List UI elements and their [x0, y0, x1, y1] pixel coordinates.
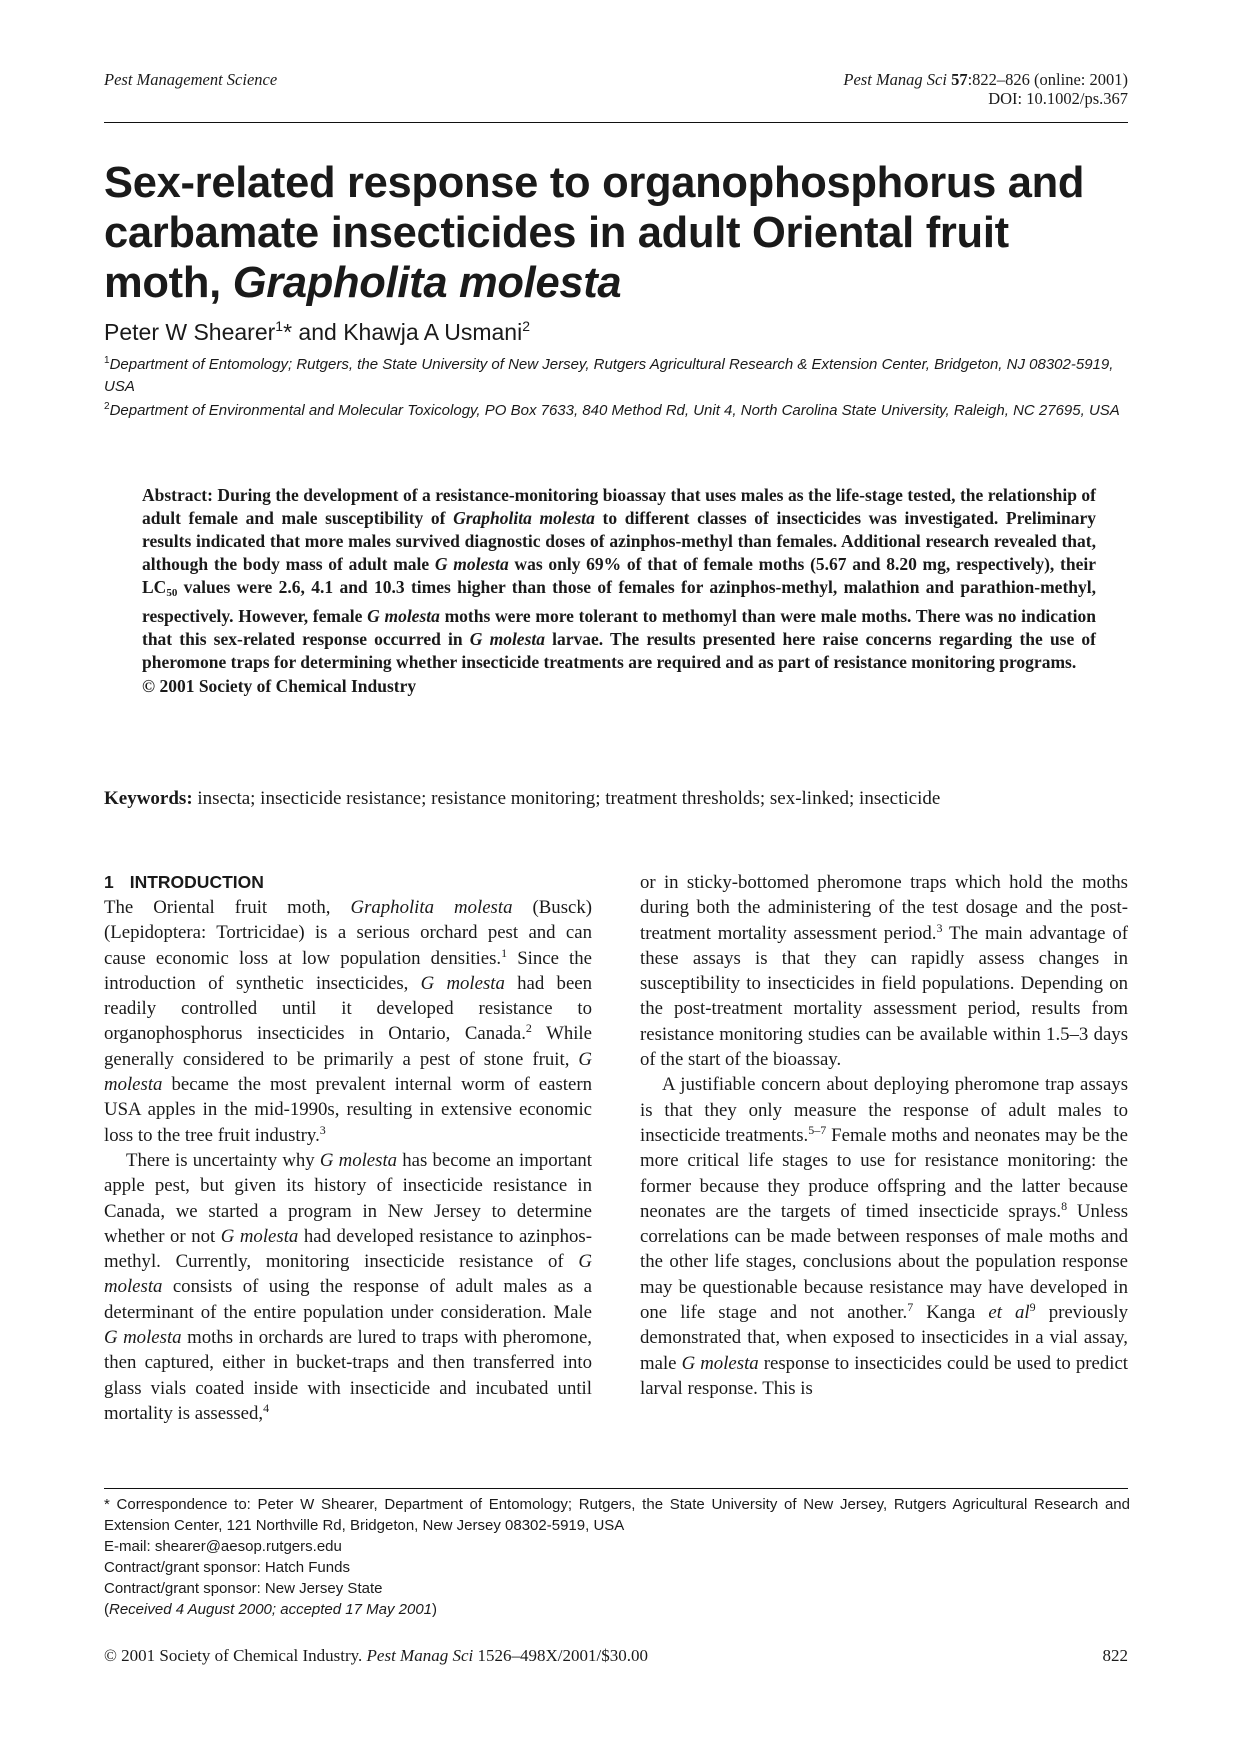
- body-column-left: [104, 870, 592, 1426]
- species-name: G molesta: [420, 972, 505, 994]
- grant-sponsor-1: Contract/grant sponsor: Hatch Funds: [104, 1559, 350, 1576]
- citation-journal: Pest Manag Sci: [843, 70, 947, 89]
- paragraph: [104, 895, 592, 1148]
- abstract-text: was only 69% of that of female moths (5.67 and 8.20 mg, respectively), their LC: [142, 554, 1096, 597]
- species-name: G molesta: [104, 1048, 592, 1096]
- et-al: et al: [988, 1302, 1030, 1324]
- species-name: G molesta: [434, 554, 509, 574]
- species-name: G molesta: [367, 606, 440, 626]
- text-run: had developed resistance to azinphos-methyl. Currently, monitoring insecticide resistance of: [104, 1225, 592, 1273]
- species-name: G molesta: [319, 1149, 398, 1171]
- author-list: [104, 318, 530, 346]
- abstract-copyright: © 2001 Society of Chemical Industry: [142, 676, 417, 696]
- affiliation-2-text: Department of Environmental and Molecular Toxicology, PO Box 7633, 840 Method Rd, Unit 4, North Carolina State University, Raleigh, NC 27695, USA: [109, 402, 1120, 419]
- footer-journal: Pest Manag Sci: [366, 1646, 474, 1665]
- text-run: Kanga: [913, 1302, 989, 1324]
- citation-ref: 3: [936, 920, 943, 935]
- author-1: Peter W Shearer: [104, 319, 276, 345]
- text-run: Since the introduction of synthetic insecticides,: [104, 947, 593, 994]
- citation-ref: 1: [501, 945, 508, 960]
- text-run: Female moths and neonates may be the more critical life stages to use for resistance monitoring: the former because they produce offspring and the latter because neonates are the targets of timed insecticide sprays.: [640, 1124, 1128, 1222]
- text-run: There is uncertainty why: [126, 1149, 320, 1171]
- abstract-text: values were 2.6, 4.1 and 10.3 times higher than those of females for azinphos-methyl, malathion and parathion-methyl, respectively. However, female: [142, 577, 1096, 626]
- paragraph: [640, 870, 1128, 1072]
- page-footer: [104, 1646, 1128, 1666]
- paragraph: [640, 1072, 1128, 1401]
- author-2-affil-mark: 2: [522, 318, 530, 334]
- section-title: INTRODUCTION: [129, 872, 264, 892]
- keywords: [104, 788, 1134, 810]
- doi: DOI: 10.1002/ps.367: [988, 89, 1128, 108]
- correspondence-note: * Correspondence to: Peter W Shearer, Department of Entomology; Rutgers, the State University of New Jersey, Rutgers Agricultural Research and Extension Center, 121 Northville Rd, Bridgeton, New Jersey 08302-5919, USA: [104, 1496, 1130, 1534]
- paren-close: ): [432, 1601, 437, 1618]
- affiliation-2: [104, 396, 1134, 422]
- header-rule: [104, 122, 1128, 123]
- affiliation-1-mark: 1: [104, 355, 110, 366]
- text-run: consists of using the response of adult males as a determinant of the entire population under consideration. Male: [104, 1276, 592, 1323]
- keywords-label: Keywords:: [104, 788, 193, 809]
- species-name: G molesta: [681, 1352, 759, 1374]
- running-head: [104, 70, 1128, 126]
- title-main: Sex-related response to organophosphorus and carbamate insecticides in adult Oriental fruit moth,: [104, 159, 1085, 307]
- title-species: Grapholita molesta: [232, 259, 622, 307]
- footnotes: [104, 1494, 1130, 1620]
- footer-copyright: © 2001 Society of Chemical Industry.: [104, 1646, 367, 1665]
- text-run: (Busck) (Lepidoptera: Tortricidae) is a serious orchard pest and can cause economic loss at low population densities.: [104, 897, 592, 969]
- abstract-text: larvae. The results presented here raise concerns regarding the use of pheromone traps for determining whether insecticide treatments are required and as part of resistance monitoring programs.: [142, 629, 1096, 672]
- citation-ref: 4: [263, 1400, 270, 1415]
- text-run: previously demonstrated that, when exposed to insecticides in a vial assay, male: [640, 1302, 1128, 1374]
- citation-ref: 9: [1029, 1300, 1036, 1315]
- body-column-right: [640, 870, 1128, 1401]
- citation-ref: 5–7: [808, 1122, 827, 1137]
- affiliation-1: [104, 350, 1134, 398]
- citation-block: [843, 70, 1128, 108]
- author-1-affil-mark: 1: [275, 318, 284, 334]
- abstract: [142, 484, 1096, 698]
- paren-open: (: [104, 1601, 109, 1618]
- text-run: The main advantage of these assays is that they can rapidly assess changes in susceptibility to insecticides in field populations. Depending on the post-treatment mortality assessment period, results from resistance monitoring studies can be available within 1.5–3 days of the start of the bioassay.: [640, 922, 1128, 1071]
- text-run: While generally considered to be primarily a pest of stone fruit,: [104, 1023, 592, 1070]
- citation-ref: 2: [525, 1021, 532, 1036]
- affiliation-2-mark: 2: [104, 401, 110, 412]
- received-dates: [104, 1599, 1130, 1620]
- text-run: has become an important apple pest, but given its history of insecticide resistance in Canada, we started a program in New Jersey to determine whether or not: [104, 1149, 593, 1247]
- section-number: 1: [104, 872, 114, 892]
- abstract-text: to different classes of insecticides was investigated. Preliminary results indicated that more males survived diagnostic doses of azinphos-methyl than females. Additional research revealed that, although the body mass of adult male: [142, 508, 1096, 574]
- lc-subscript: 50: [166, 587, 178, 599]
- citation-ref: 3: [319, 1122, 326, 1137]
- text-run: response to insecticides could be used to predict larval response. This is: [640, 1352, 1128, 1399]
- text-run: Unless correlations can be made between responses of male moths and the other life stages, conclusions about the population response may be questionable because resistance may have developed in one life stage and not another.: [640, 1200, 1129, 1324]
- page-number: 822: [1102, 1646, 1128, 1665]
- citation-pages: :822–826 (online: 2001): [967, 70, 1128, 89]
- species-name: Grapholita molesta: [350, 897, 513, 918]
- journal-name: Pest Management Science: [104, 70, 278, 89]
- species-name: G molesta: [469, 629, 545, 649]
- citation-line: [843, 70, 1128, 89]
- paragraph: [104, 1148, 592, 1426]
- species-name: G molesta: [220, 1225, 299, 1247]
- article-title: [104, 158, 1134, 308]
- affiliation-1-text: Department of Entomology; Rutgers, the State University of New Jersey, Rutgers Agricultural Research & Extension Center, Bridgeton, NJ 08302-5919, USA: [104, 356, 1114, 395]
- author-conjunction: and: [292, 319, 344, 345]
- citation-ref: 7: [907, 1300, 914, 1315]
- email-line: E-mail: shearer@aesop.rutgers.edu: [104, 1538, 342, 1555]
- footnote-rule: [104, 1488, 1128, 1489]
- abstract-text: moths were more tolerant to methomyl than were male moths. There was no indication that this sex-related response occurred in: [142, 606, 1096, 649]
- citation-volume: 57: [951, 70, 968, 89]
- author-2: Khawja A Usmani: [343, 319, 523, 345]
- section-heading: [104, 870, 592, 894]
- text-run: A justifiable concern about deploying pheromone trap assays is that they only measure the response of adult males to insecticide treatments.: [640, 1074, 1128, 1146]
- corresponding-star: *: [283, 319, 293, 345]
- text-run: or in sticky-bottomed pheromone traps which hold the moths during both the administering of the test dosage and the post-treatment mortality assessment period.: [640, 872, 1128, 944]
- keywords-text: insecta; insecticide resistance; resistance monitoring; treatment thresholds; sex-linked; insecticide: [192, 788, 941, 809]
- footer-issn: 1526–498X/2001/$30.00: [473, 1646, 648, 1665]
- received-text: Received 4 August 2000; accepted 17 May 2001: [109, 1601, 432, 1618]
- grant-sponsor-2: Contract/grant sponsor: New Jersey State: [104, 1580, 383, 1597]
- text-run: became the most prevalent internal worm of eastern USA apples in the mid-1990s, resulting in extensive economic loss to the tree fruit industry.: [104, 1074, 592, 1146]
- text-run: had been readily controlled until it developed resistance to organophosphorus insecticides in Ontario, Canada.: [104, 972, 593, 1045]
- text-run: moths in orchards are lured to traps with pheromone, then captured, either in bucket-traps and then transferred into glass vials coated inside with insecticide and incubated until mortality is assessed,: [104, 1327, 593, 1424]
- species-name: G molesta: [104, 1327, 182, 1349]
- citation-ref: 8: [1061, 1198, 1068, 1213]
- species-name: Grapholita molesta: [453, 508, 595, 528]
- text-run: The Oriental fruit moth,: [104, 897, 351, 918]
- abstract-text: Abstract: During the development of a resistance-monitoring bioassay that uses males as the life-stage tested, the relationship of adult female and male susceptibility of: [142, 485, 1096, 528]
- species-name: G molesta: [104, 1251, 592, 1298]
